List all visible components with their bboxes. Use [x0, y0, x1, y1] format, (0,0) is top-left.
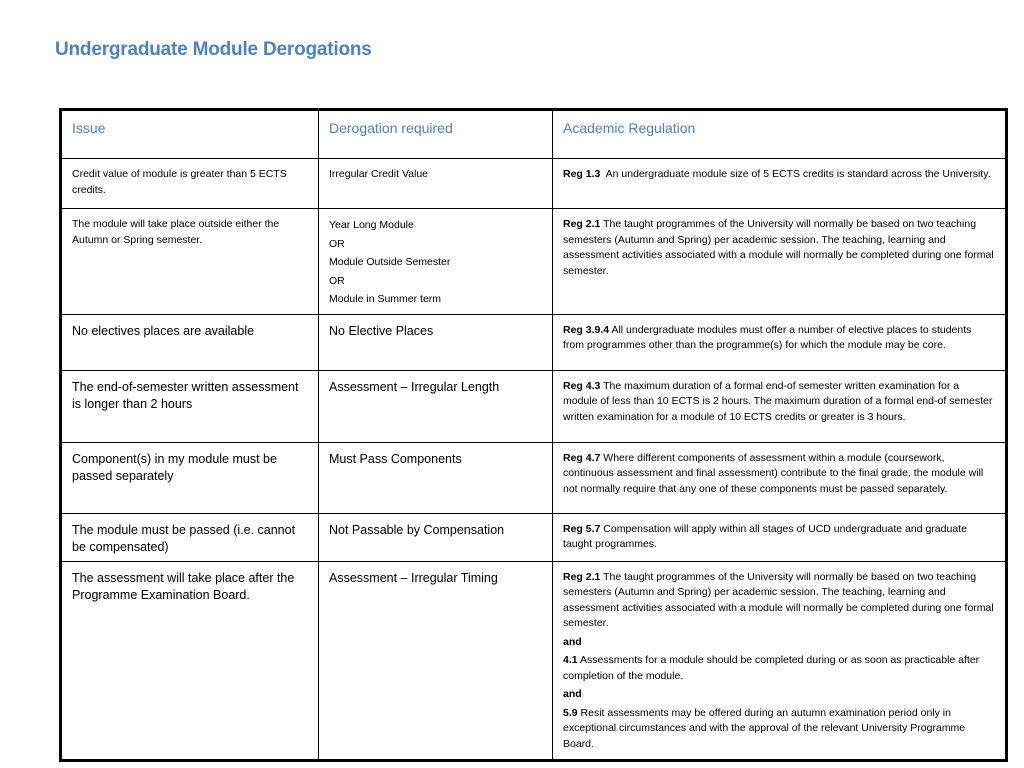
regulation-ref: Reg 4.7 — [563, 451, 601, 464]
regulation-text: Assessments for a module should be completed during or as soon as practicable after completion of the module. — [563, 654, 980, 682]
regulation-ref: 4.1 — [563, 654, 578, 666]
derogation-cell: Irregular Credit Value — [319, 159, 553, 209]
table-row — [61, 513, 1007, 561]
regulation-ref: Reg 2.1 — [563, 218, 601, 230]
page-title: Undergraduate Module Derogations — [55, 39, 372, 60]
regulation-conjunction: and — [563, 635, 582, 648]
regulation-cell — [553, 314, 1007, 370]
regulation-paragraph — [563, 706, 995, 753]
derogation-option: Module Outside Semester — [329, 256, 451, 268]
issue-cell: The module must be passed (i.e. cannot be compensated) — [61, 513, 319, 561]
issue-cell: Component(s) in my module must be passed separately — [61, 442, 319, 513]
derogation-cell: Assessment – Irregular Timing — [319, 561, 553, 761]
regulation-paragraph — [563, 653, 995, 684]
regulation-ref: Reg 5.7 — [563, 522, 601, 535]
regulation-ref: Reg 3.9.4 — [563, 323, 610, 336]
table-row — [61, 159, 1007, 209]
issue-cell: The module will take place outside either the Autumn or Spring semester. — [61, 209, 319, 315]
derogation-cell — [319, 209, 553, 315]
regulation-ref: Reg 4.3 — [563, 379, 601, 392]
table-header-row — [61, 110, 1007, 159]
header-derogation-required: Derogation required — [319, 110, 553, 159]
regulation-ref: 5.9 — [563, 706, 578, 719]
table-row — [61, 442, 1007, 513]
regulation-ref: Reg 1.3 — [563, 168, 601, 180]
derogation-or: OR — [329, 274, 345, 287]
table-row — [61, 209, 1007, 315]
derogation-option: Module in Summer term — [329, 293, 442, 305]
derogation-cell: Must Pass Components — [319, 442, 553, 513]
regulation-paragraph — [563, 570, 995, 632]
regulation-conjunction: and — [563, 688, 582, 700]
regulation-cell — [553, 209, 1007, 315]
header-academic-regulation: Academic Regulation — [553, 110, 1007, 159]
derogation-cell: Not Passable by Compensation — [319, 513, 553, 561]
derogation-or: OR — [329, 237, 345, 250]
regulation-text: All undergraduate modules must offer a number of elective places to students from programmes other than the programme(s) for which the module may be core. — [563, 323, 972, 351]
regulation-text: The taught programmes of the University will normally be based on two teaching semesters (Autumn and Spring) per academic session. The teaching, learning and assessment activities associated with a module will normally be completed during one formal semester. — [563, 570, 994, 629]
regulation-cell — [553, 442, 1007, 513]
issue-cell: No electives places are available — [61, 314, 319, 370]
regulation-cell — [553, 159, 1007, 209]
derogation-cell: Assessment – Irregular Length — [319, 370, 553, 442]
regulation-text: The maximum duration of a formal end-of semester written examination for a module of less than 10 ECTS is 2 hours. The maximum duration of a formal end-of semester written examination for a module of 10 ECTS credits or greater is 3 hours. — [563, 379, 993, 423]
regulation-text: An undergraduate module size of 5 ECTS credits is standard across the University. — [605, 168, 991, 180]
header-issue: Issue — [61, 110, 319, 159]
issue-cell: Credit value of module is greater than 5 ECTS credits. — [61, 159, 319, 209]
issue-cell: The assessment will take place after the Programme Examination Board. — [61, 561, 319, 761]
regulation-text: Where different components of assessment within a module (coursework, continuous assessment and final assessment) contribute to the final grade, the module will not normally require that any one of these components must be passed separately. — [563, 451, 984, 495]
regulation-text: Resit assessments may be offered during an autumn examination period only in exceptional circumstances and with the approval of the relevant University Programme Board. — [563, 706, 966, 750]
regulation-cell — [553, 561, 1007, 761]
regulation-text: Compensation will apply within all stages of UCD undergraduate and graduate taught programmes. — [563, 522, 967, 550]
table-row — [61, 370, 1007, 442]
regulation-ref: Reg 2.1 — [563, 570, 601, 583]
table-row — [61, 314, 1007, 370]
regulation-cell — [553, 513, 1007, 561]
derogation-option: Year Long Module — [329, 219, 414, 231]
table-row — [61, 561, 1007, 761]
issue-cell: The end-of-semester written assessment is longer than 2 hours — [61, 370, 319, 442]
derogation-cell: No Elective Places — [319, 314, 553, 370]
derogations-table — [59, 108, 1008, 762]
regulation-cell — [553, 370, 1007, 442]
regulation-text: The taught programmes of the University will normally be based on two teaching semesters (Autumn and Spring) per academic session. The teaching, learning and assessment activities associated with a module will normally be completed during one formal semester. — [563, 218, 994, 277]
